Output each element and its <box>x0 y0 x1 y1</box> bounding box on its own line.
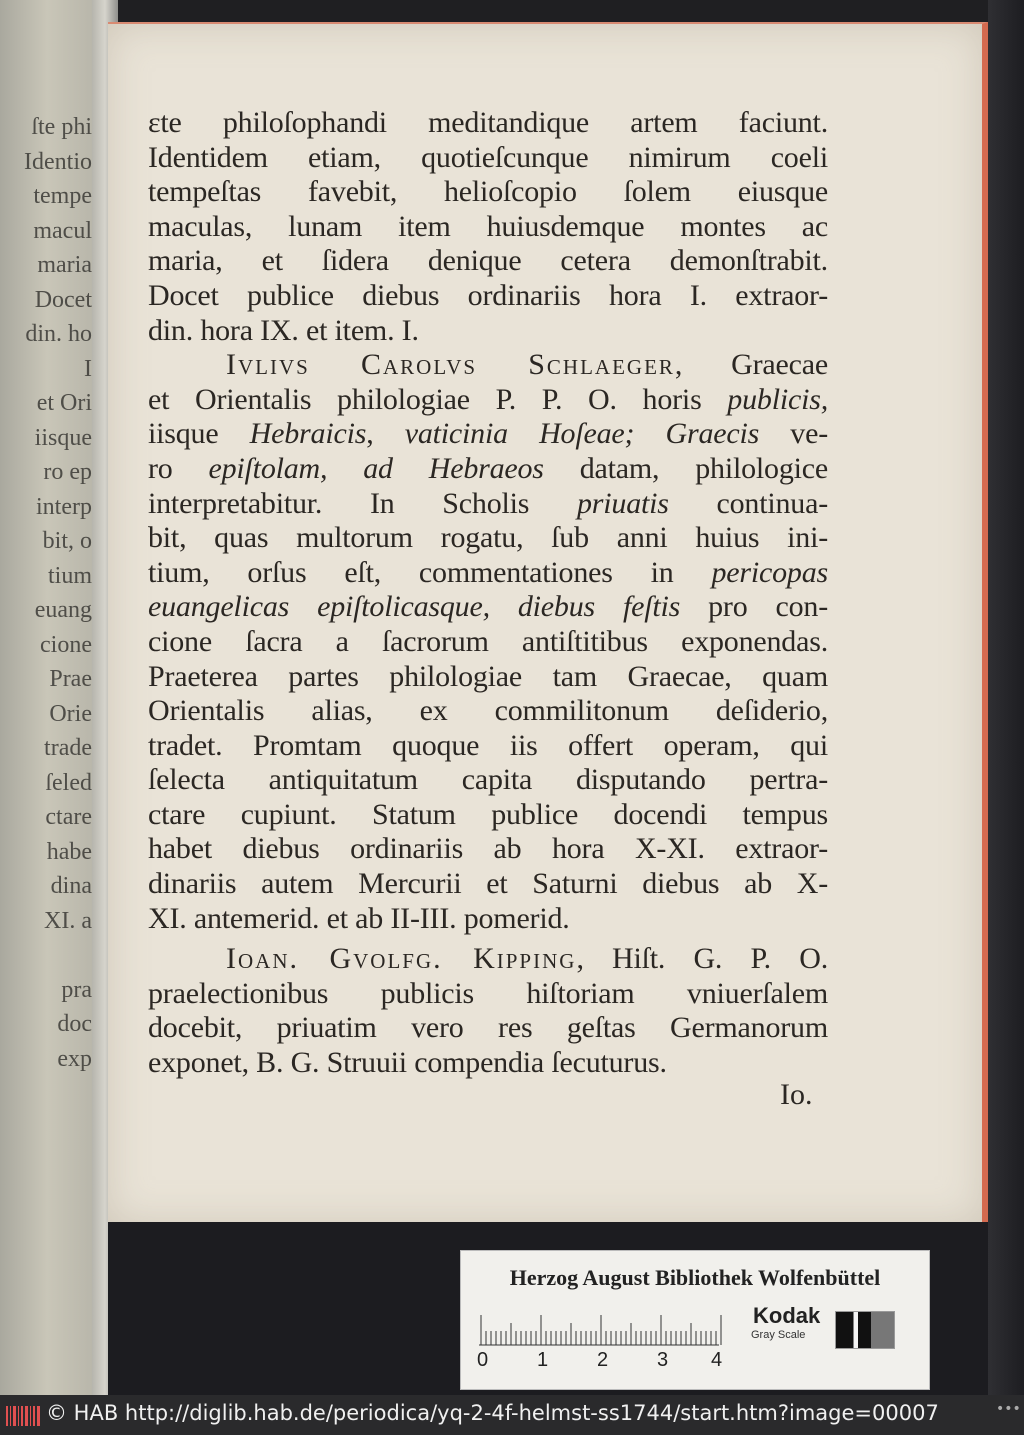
left-page-line: iisque <box>34 424 92 451</box>
left-page-line: euang <box>34 597 92 623</box>
text-line <box>148 556 828 591</box>
text-run: ve- <box>759 417 829 451</box>
text-line: Orientalis alias, ex commilitonum deſiderio, <box>148 694 828 728</box>
left-page-line: doc <box>57 1011 92 1037</box>
left-page-line: pra <box>61 976 92 1003</box>
text-line: docebit, priuatim vero res geſtas Germanorum <box>148 1011 828 1045</box>
ruler-number: 3 <box>657 1349 669 1371</box>
text-line <box>148 942 828 977</box>
barcode-icon <box>6 1404 42 1428</box>
ruler-number: 4 <box>711 1349 723 1371</box>
italic-run: priuatis <box>577 486 669 520</box>
text-line: din. hora IX. et item. I. <box>148 313 419 347</box>
card-title: Herzog August Bibliothek Wolfenbüttel <box>509 1265 881 1290</box>
text-run: , <box>366 417 405 451</box>
text-line: dinariis autem Mercurii et Saturni diebus ab X- <box>148 867 828 901</box>
text-line: bit, quas multorum rogatu, ſub anni huius ini- <box>148 521 828 555</box>
text-line: XI. antemerid. et ab II-III. pomerid. <box>148 901 570 935</box>
text-line: habet diebus ordinariis ab hora X-XI. extraor- <box>148 832 828 866</box>
footer-copyright: © HAB http://diglib.hab.de/periodica/yq-2-4f-helmst-ss1744/start.htm?image=00007 <box>46 1401 939 1425</box>
left-page-line: ro ep <box>43 459 92 485</box>
ruler-number: 0 <box>477 1349 489 1371</box>
italic-run: euangelicas epiſtolicasque, diebus feſtis <box>148 590 681 624</box>
text-run: pro con- <box>680 590 829 624</box>
left-page-line: dina <box>50 873 92 899</box>
left-page-line: ſte phi <box>31 114 92 140</box>
left-page-line: et Ori <box>36 390 92 416</box>
text-line: Praeterea partes philologiae tam Graecae, quam <box>148 659 828 693</box>
text-line: tradet. Promtam quoque iis offert operam, qui <box>148 728 828 762</box>
right-background <box>988 0 1024 1395</box>
brand-label: Kodak <box>753 1303 821 1328</box>
text-run: , Graecae <box>674 348 828 382</box>
left-page-line: ſeled <box>45 769 92 796</box>
italic-run: publicis, <box>727 382 828 416</box>
left-page-line: maria <box>37 252 92 278</box>
left-page-line: Orie <box>49 700 92 727</box>
more-icon[interactable]: ••• <box>996 1401 1021 1417</box>
left-page-line: Identio <box>24 148 92 175</box>
left-page-line: interp <box>36 493 92 520</box>
text-run: interpretabitur. In Scholis <box>148 486 577 520</box>
italic-run: pericopas <box>711 555 828 589</box>
left-page-line: I <box>84 355 92 382</box>
text-line: cione ſacra a ſacrorum antiſtitibus exponendas. <box>148 624 828 658</box>
text-line: tempeſtas favebit, helioſcopio ſolem eiusque <box>148 175 828 209</box>
text-run: continua- <box>668 486 828 520</box>
left-page-line: tempe <box>33 183 92 209</box>
left-page-line: ctare <box>45 804 92 830</box>
ruler-number: 2 <box>597 1349 609 1371</box>
left-page-line: din. ho <box>25 321 92 347</box>
brand-subtitle: Gray Scale <box>751 1329 806 1341</box>
text-line: ctare cupiunt. Statum publice docendi tempus <box>148 797 828 831</box>
text-line: maculas, lunam item huiusdemque montes ac <box>148 209 828 243</box>
left-page-line: exp <box>57 1045 92 1072</box>
text-run: iisque <box>148 417 250 451</box>
text-line <box>148 417 828 452</box>
text-line: ɛte philoſophandi meditandique artem faciunt. <box>148 106 828 139</box>
text-line: maria, et ſidera denique cetera demonſtrabit. <box>148 244 828 278</box>
italic-run: vaticinia Hoſeae; Graecis <box>404 417 760 451</box>
text-line: Docet publice diebus ordinariis hora I. extraor- <box>148 278 828 312</box>
left-page-line: trade <box>44 735 92 761</box>
catchword: Io. <box>780 1078 813 1111</box>
text-line: Identidem etiam, quotieſcunque nimirum coeli <box>148 140 828 174</box>
text-run: , Hiſt. G. P. O. <box>576 942 828 976</box>
left-page-line: tium <box>47 562 92 589</box>
left-page-line: habe <box>46 838 92 865</box>
gray-scale-swatch <box>835 1311 895 1349</box>
left-page-line: Docet <box>34 286 92 313</box>
author-name: Ioan. Gvolfg. Kipping <box>226 942 577 976</box>
calibration-card <box>460 1250 930 1390</box>
left-page-line: XI. a <box>44 907 92 934</box>
author-name: Ivlivs Carolvs Schlaeger <box>226 348 675 382</box>
text-line: praelectionibus publicis hiſtoriam vniuerſalem <box>148 976 828 1010</box>
left-page-line: Prae <box>49 666 92 692</box>
text-line: ſelecta antiquitatum capita disputando pertra- <box>148 763 828 797</box>
text-line <box>148 590 828 625</box>
text-line <box>148 452 828 487</box>
text-run: tium, orſus eſt, commentationes in <box>148 555 712 589</box>
italic-run: epiſtolam, ad Hebraeos <box>208 451 544 485</box>
left-page-line <box>0 938 92 973</box>
left-page-line: bit, o <box>42 528 92 554</box>
text-line <box>148 348 828 383</box>
text-line <box>148 487 828 522</box>
text-line <box>148 383 828 418</box>
italic-run: Hebraicis <box>249 417 367 451</box>
ruler-number: 1 <box>537 1349 549 1371</box>
ruler-icon <box>479 1307 729 1347</box>
left-page-line: cione <box>40 631 92 658</box>
text-run: datam, philologice <box>543 451 828 485</box>
page-text <box>148 106 828 1081</box>
footer-bar <box>0 1395 1024 1435</box>
left-page-text <box>0 110 92 1076</box>
text-run: ro <box>148 451 209 485</box>
text-line: exponet, B. G. Struuii compendia ſecuturus. <box>148 1046 667 1080</box>
text-run: et Orientalis philologiae P. P. O. horis <box>148 382 728 416</box>
left-page-line: macul <box>33 217 92 244</box>
